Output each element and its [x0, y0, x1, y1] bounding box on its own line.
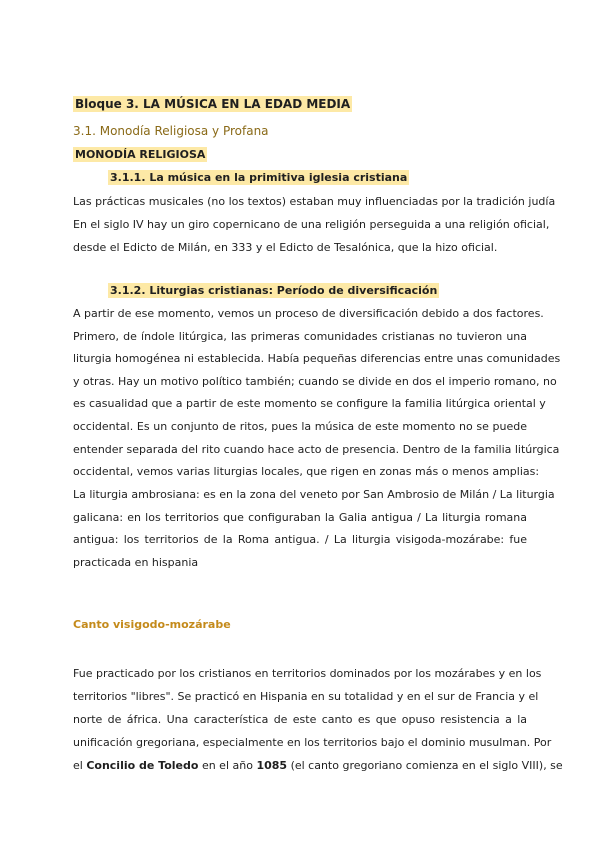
paragraph-line: liturgia homogénea ni establecida. Había pequeñas diferencias entre unas comunidades	[73, 352, 561, 365]
paragraph-line: A partir de ese momento, vemos un proceso de diversificación debido a dos factores.	[73, 307, 544, 320]
paragraph-line: territorios "libres". Se practicó en Hispania en su totalidad y en el sur de Francia y el	[73, 690, 539, 703]
paragraph-line: desde el Edicto de Milán, en 333 y el Edicto de Tesalónica, que la hizo oficial.	[73, 241, 498, 254]
heading-text: Bloque 3. LA MÚSICA EN LA EDAD MEDIA	[75, 97, 351, 111]
heading-bloque	[73, 97, 352, 111]
section-2-title	[108, 284, 439, 298]
section-2-title-text: 3.1.2. Liturgias cristianas: Período de diversificación	[110, 284, 438, 297]
paragraph-line: unificación gregoriana, especialmente en los territorios bajo el dominio musulman. Por	[73, 736, 552, 749]
paragraph-line: es casualidad que a partir de este momento se configure la familia litúrgica oriental y	[73, 397, 546, 410]
section-label-text: MONODÍA RELIGIOSA	[75, 148, 206, 161]
text-segment: el	[73, 759, 83, 772]
paragraph-line: y otras. Hay un motivo político también; cuando se divide en dos el imperio romano, no	[73, 375, 557, 388]
bold-year: 1085	[256, 759, 288, 772]
paragraph-line: En el siglo IV hay un giro copernicano de una religión perseguida a una religión oficial,	[73, 218, 550, 231]
paragraph-line: Fue practicado por los cristianos en territorios dominados por los mozárabes y en los	[73, 667, 542, 680]
paragraph-line: galicana: en los territorios que configuraban la Galia antigua / La liturgia romana	[73, 511, 527, 524]
section-label	[73, 148, 207, 162]
paragraph-line: antigua: los territorios de la Roma antigua. / La liturgia visigoda-mozárabe: fue	[73, 533, 527, 546]
section-3-title: Canto visigodo-mozárabe	[73, 618, 231, 631]
text-segment: en el año	[201, 759, 253, 772]
subheading: 3.1. Monodía Religiosa y Profana	[73, 124, 269, 138]
paragraph-line: La liturgia ambrosiana: es en la zona del veneto por San Ambrosio de Milán / La liturgia	[73, 488, 555, 501]
paragraph-line: practicada en hispania	[73, 556, 199, 569]
paragraph-line: Las prácticas musicales (no los textos) estaban muy influenciadas por la tradición judía	[73, 195, 556, 208]
section-1-title-text: 3.1.1. La música en la primitiva iglesia cristiana	[110, 171, 408, 184]
paragraph-line: occidental, vemos varias liturgias locales, que rigen en zonas más o menos amplias:	[73, 465, 540, 478]
paragraph-line: Primero, de índole litúrgica, las primeras comunidades cristianas no tuvieron una	[73, 330, 527, 343]
paragraph-line	[73, 759, 563, 773]
paragraph-line: norte de áfrica. Una característica de este canto es que opuso resistencia a la	[73, 713, 527, 726]
bold-term-concilio: Concilio de Toledo	[86, 759, 199, 772]
paragraph-line: entender separada del rito cuando hace acto de presencia. Dentro de la familia litúrgica	[73, 443, 560, 456]
paragraph-line: occidental. Es un conjunto de ritos, pues la música de este momento no se puede	[73, 420, 527, 433]
text-segment: (el canto gregoriano comienza en el siglo VIII), se	[290, 759, 563, 772]
section-1-title	[108, 171, 409, 185]
